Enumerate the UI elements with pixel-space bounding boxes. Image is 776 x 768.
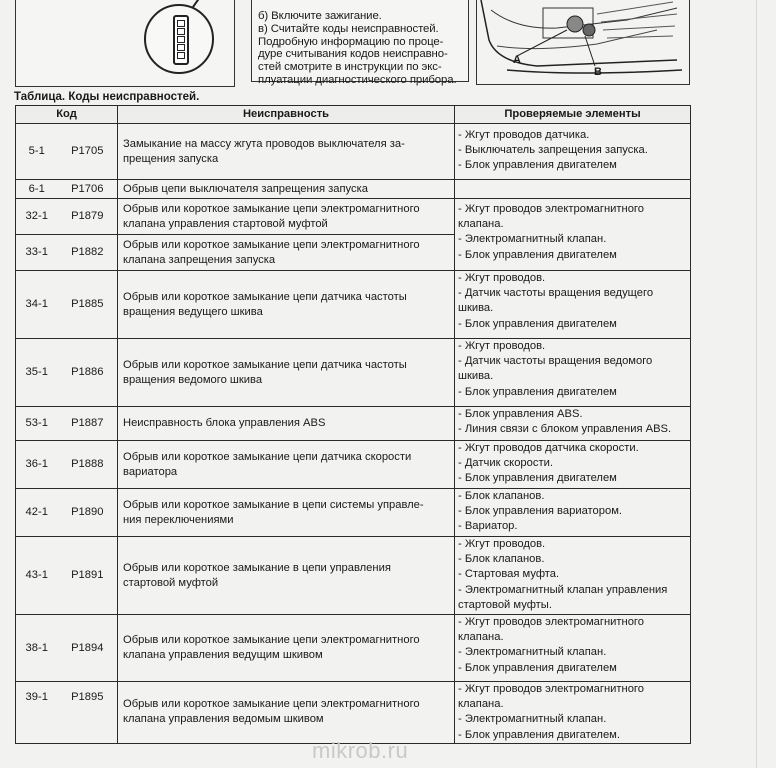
fault-line: Замыкание на массу жгута проводов выключателя за- bbox=[123, 137, 405, 150]
check-line: - Жгут проводов электромагнитного bbox=[458, 203, 644, 215]
header-fault: Неисправность bbox=[118, 106, 455, 124]
row-fault bbox=[118, 271, 455, 339]
check-line: - Жгут проводов датчика. bbox=[458, 129, 590, 141]
row-check bbox=[455, 124, 691, 180]
row-code: P1887 bbox=[58, 407, 118, 441]
row-code: P1895 bbox=[58, 682, 118, 744]
row-code: P1706 bbox=[58, 180, 118, 199]
check-line: - Электромагнитный клапан. bbox=[458, 646, 607, 659]
fault-line: клапана управления ведомым шкивом bbox=[123, 713, 324, 726]
fault-line: Обрыв или короткое замыкание цепи электромагнитного bbox=[123, 238, 420, 251]
check-line: стартовой муфты. bbox=[458, 598, 552, 611]
fault-line: Обрыв или короткое замыкание цепи датчика частоты bbox=[123, 290, 407, 303]
connector-body bbox=[173, 15, 189, 65]
fault-line: клапана запрещения запуска bbox=[123, 253, 276, 266]
fault-line: ния переключениями bbox=[123, 513, 234, 526]
row-code: P1886 bbox=[58, 339, 118, 407]
row-num: 5-1 bbox=[16, 124, 58, 180]
fault-line: Обрыв или короткое замыкание цепи датчика скорости bbox=[123, 450, 412, 463]
table-row bbox=[16, 441, 691, 489]
check-line: - Блок управления двигателем bbox=[458, 248, 617, 261]
check-line: - Вариатор. bbox=[458, 520, 518, 533]
fault-line: клапана управления стартовой муфтой bbox=[123, 217, 328, 230]
check-line: - Блок клапанов. bbox=[458, 490, 545, 502]
figure-label-a: A bbox=[513, 54, 521, 66]
watermark: mikrob.ru bbox=[312, 738, 409, 763]
row-num: 32-1 bbox=[16, 199, 58, 235]
connector-pin bbox=[177, 28, 185, 35]
row-code: P1879 bbox=[58, 199, 118, 235]
row-check-empty bbox=[455, 180, 691, 199]
row-num: 43-1 bbox=[16, 537, 58, 615]
fault-line: Неисправность блока управления ABS bbox=[123, 417, 326, 429]
check-line: - Датчик частоты вращения ведущего bbox=[458, 287, 654, 300]
fault-line: клапана управления ведущим шкивом bbox=[123, 649, 323, 661]
connector-pin bbox=[177, 20, 185, 27]
table-row bbox=[16, 180, 691, 199]
check-line: - Жгут проводов. bbox=[458, 538, 546, 550]
check-line: шкива. bbox=[458, 370, 494, 383]
table-row bbox=[16, 124, 691, 180]
page-edge-line bbox=[756, 0, 757, 768]
check-line: - Блок клапанов. bbox=[458, 553, 545, 566]
connector-figure bbox=[15, 0, 235, 87]
instructions-box bbox=[251, 0, 469, 86]
check-line: - Блок управления двигателем bbox=[458, 159, 617, 172]
row-fault bbox=[118, 682, 455, 744]
check-line: - Жгут проводов датчика скорости. bbox=[458, 442, 639, 454]
table-header-row bbox=[16, 106, 691, 124]
row-code: P1882 bbox=[58, 235, 118, 271]
fault-line: Обрыв или короткое замыкание цепи электромагнитного bbox=[123, 634, 420, 646]
check-line: клапана. bbox=[458, 698, 504, 711]
fault-line: Обрыв или короткое замыкание цепи электромагнитного bbox=[123, 698, 420, 711]
check-line: - Блок управления двигателем bbox=[458, 317, 617, 330]
row-num: 6-1 bbox=[16, 180, 58, 199]
check-line: - Блок управления вариатором. bbox=[458, 505, 623, 518]
check-line: - Датчик скорости. bbox=[458, 457, 553, 470]
check-line: клапана. bbox=[458, 218, 504, 231]
row-code: P1890 bbox=[58, 489, 118, 537]
table-row bbox=[16, 407, 691, 441]
fault-line: вариатора bbox=[123, 465, 178, 478]
instruction-line: Подробную информацию по проце- bbox=[258, 35, 444, 48]
table-row bbox=[16, 537, 691, 615]
check-line: шкива. bbox=[458, 302, 494, 315]
row-check bbox=[455, 407, 691, 441]
row-fault bbox=[118, 441, 455, 489]
fault-line: Обрыв или короткое замыкание в цепи управления bbox=[123, 561, 391, 574]
fault-line: прещения запуска bbox=[123, 152, 219, 165]
row-fault bbox=[118, 124, 455, 180]
check-line: - Выключатель запрещения запуска. bbox=[458, 144, 648, 157]
check-line: - Блок управления двигателем bbox=[458, 385, 617, 398]
row-check-merged bbox=[455, 199, 691, 271]
table-row bbox=[16, 682, 691, 744]
row-check bbox=[455, 537, 691, 615]
fault-line: Обрыв или короткое замыкание цепи электромагнитного bbox=[123, 202, 420, 215]
check-line: - Датчик частоты вращения ведомого bbox=[458, 355, 653, 368]
row-check bbox=[455, 615, 691, 682]
row-code: P1888 bbox=[58, 441, 118, 489]
row-fault bbox=[118, 489, 455, 537]
table-row bbox=[16, 199, 691, 235]
connector-pin bbox=[177, 52, 185, 59]
fault-line: вращения ведомого шкива bbox=[123, 373, 263, 386]
fault-line: Обрыв или короткое замыкание в цепи системы управле- bbox=[123, 498, 424, 511]
fault-codes-table bbox=[15, 105, 691, 744]
row-code: P1894 bbox=[58, 615, 118, 682]
row-code: P1885 bbox=[58, 271, 118, 339]
table-row bbox=[16, 489, 691, 537]
row-check bbox=[455, 682, 691, 744]
row-fault bbox=[118, 407, 455, 441]
diagnostic-connector-icon bbox=[144, 4, 214, 74]
row-fault bbox=[118, 615, 455, 682]
fault-line: стартовой муфтой bbox=[123, 576, 219, 589]
row-check bbox=[455, 271, 691, 339]
check-line: - Жгут проводов. bbox=[458, 340, 546, 352]
fault-line: Обрыв цепи выключателя запрещения запуска bbox=[123, 182, 368, 195]
instruction-line: стей смотрите в инструкции по экс- bbox=[258, 61, 442, 74]
row-num: 36-1 bbox=[16, 441, 58, 489]
row-check bbox=[455, 339, 691, 407]
row-num: 38-1 bbox=[16, 615, 58, 682]
check-line: - Стартовая муфта. bbox=[458, 568, 560, 581]
check-line: - Блок управления двигателем bbox=[458, 661, 617, 674]
instruction-line: плуатации диагностического прибора. bbox=[258, 73, 457, 86]
check-line: - Линия связи с блоком управления ABS. bbox=[458, 423, 672, 436]
fault-line: вращения ведущего шкива bbox=[123, 305, 263, 318]
check-line: - Электромагнитный клапан. bbox=[458, 233, 607, 246]
check-line: - Электромагнитный клапан управления bbox=[458, 583, 668, 596]
table-row bbox=[16, 339, 691, 407]
fault-line: Обрыв или короткое замыкание цепи датчика частоты bbox=[123, 358, 407, 371]
row-code: P1705 bbox=[58, 124, 118, 180]
row-num: 34-1 bbox=[16, 271, 58, 339]
row-check bbox=[455, 489, 691, 537]
header-code: Код bbox=[16, 106, 118, 124]
table-row bbox=[16, 271, 691, 339]
row-fault bbox=[118, 199, 455, 235]
row-num: 39-1 bbox=[16, 682, 58, 744]
row-num: 53-1 bbox=[16, 407, 58, 441]
check-line: - Электромагнитный клапан. bbox=[458, 713, 607, 726]
row-num: 33-1 bbox=[16, 235, 58, 271]
row-fault bbox=[118, 537, 455, 615]
row-num: 42-1 bbox=[16, 489, 58, 537]
row-fault bbox=[118, 180, 455, 199]
row-check bbox=[455, 441, 691, 489]
check-line: - Жгут проводов электромагнитного bbox=[458, 616, 644, 628]
table-title: Таблица. Коды неисправностей. bbox=[14, 91, 200, 103]
row-fault bbox=[118, 235, 455, 271]
instruction-line: в) Считайте коды неисправностей. bbox=[258, 22, 439, 35]
header-check: Проверяемые элементы bbox=[455, 106, 691, 124]
check-line: - Жгут проводов. bbox=[458, 272, 546, 284]
engine-bay-drawing bbox=[477, 0, 689, 84]
check-line: - Блок управления двигателем. bbox=[458, 728, 620, 741]
connector-pin bbox=[177, 44, 185, 51]
instruction-line: б) Включите зажигание. bbox=[258, 10, 382, 22]
check-line: - Жгут проводов электромагнитного bbox=[458, 683, 644, 695]
engine-bay-figure bbox=[476, 0, 690, 85]
figure-label-b: B bbox=[594, 66, 602, 78]
row-fault bbox=[118, 339, 455, 407]
instruction-line: дуре считывания кодов неисправно- bbox=[258, 48, 448, 61]
row-num: 35-1 bbox=[16, 339, 58, 407]
check-line: - Блок управления двигателем bbox=[458, 472, 617, 485]
row-code: P1891 bbox=[58, 537, 118, 615]
connector-pin bbox=[177, 36, 185, 43]
check-line: - Блок управления ABS. bbox=[458, 408, 583, 420]
table-row bbox=[16, 615, 691, 682]
check-line: клапана. bbox=[458, 631, 504, 644]
